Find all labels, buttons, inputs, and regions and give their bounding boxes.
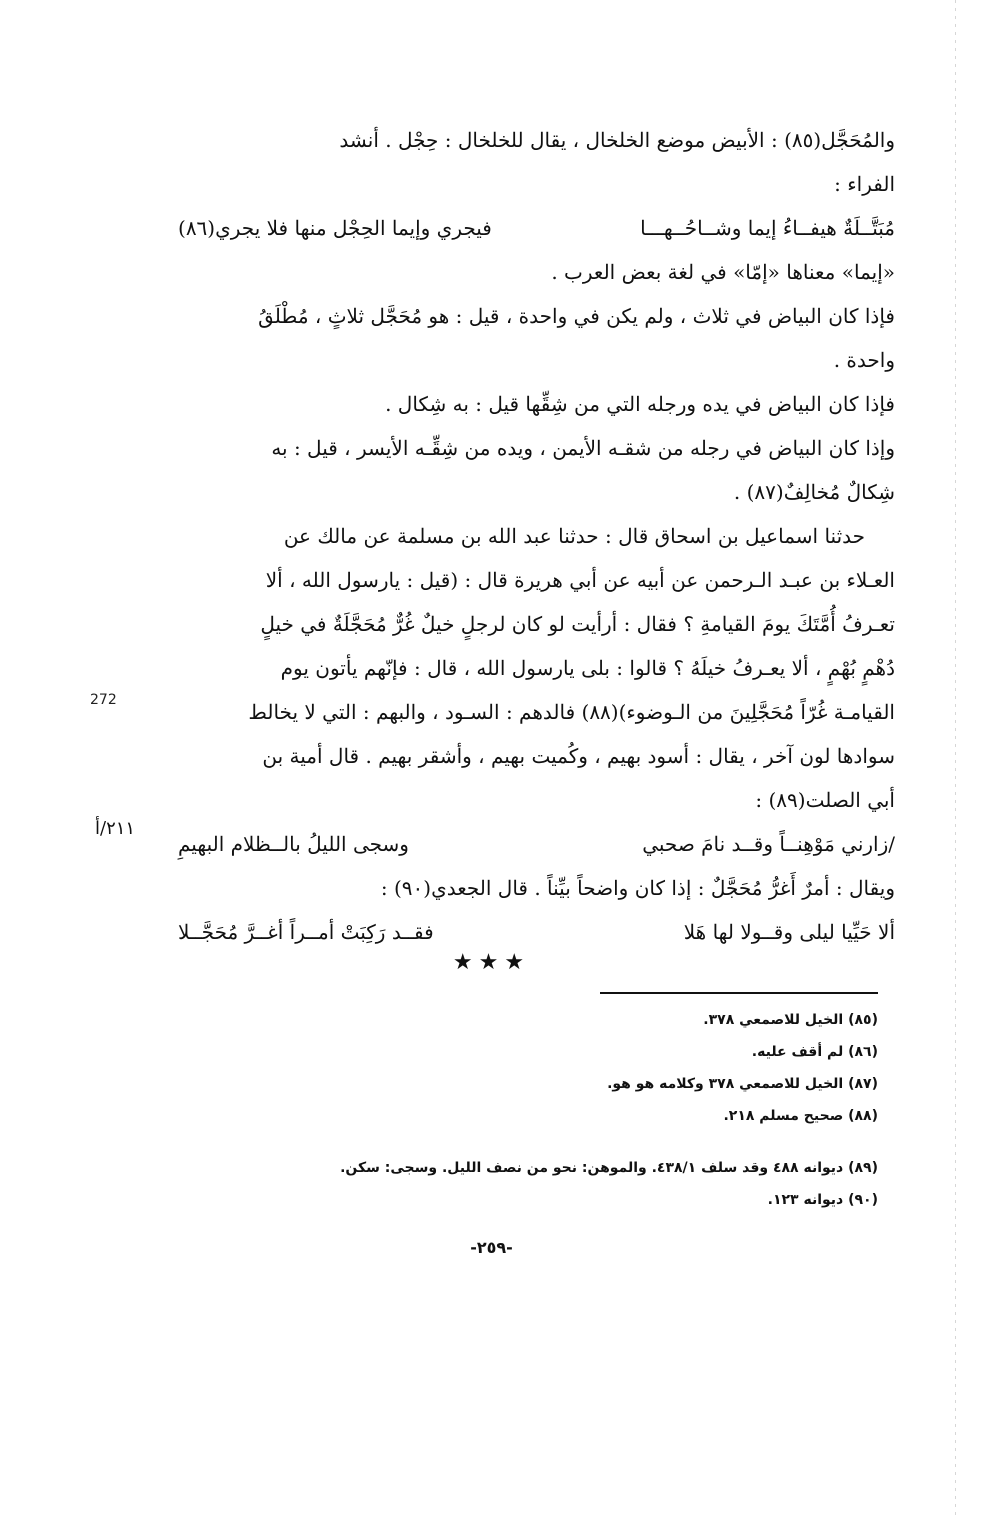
footnotes xyxy=(178,1004,878,1216)
verse-hemistich: وسجى الليلُ بالــظلام البهيمِ xyxy=(178,832,409,856)
verse-line xyxy=(178,822,895,866)
footnote-rule xyxy=(600,992,878,994)
paragraph-line: سوادها لون آخر ، يقال : أسود بهيم ، وكُميت بهيم ، وأشقر بهيم . قال أمية بن xyxy=(262,744,895,768)
folio-mark: ٢١١/أ xyxy=(95,818,136,839)
footnote: (٨٨) صحيح مسلم ٢١٨. xyxy=(723,1108,878,1124)
paragraph-line: أبي الصلت(٨٩) : xyxy=(755,788,895,812)
verse-hemistich: مُبَتَّــلَةٌ هيفــاءُ إيما وشــاحُــهـــا xyxy=(640,216,895,240)
verse-hemistich: ألا حَيِّيا ليلى وقــولا لها هَلا xyxy=(683,920,895,944)
text-line: شِكالٌ مُخالِفٌ(٨٧) . xyxy=(733,480,895,504)
text-line: واحدة . xyxy=(833,348,895,372)
footnote-gap xyxy=(178,1132,878,1152)
paragraph-line: حدثنا اسماعيل بن اسحاق قال : حدثنا عبد الله بن مسلمة عن مالك عن xyxy=(283,524,865,548)
verse-hemistich: فيجري وإيما الحِجْل منها فلا يجري(٨٦) xyxy=(178,216,492,240)
paragraph-line: تعـرفُ أُمَّتَكَ يومَ القيامةِ ؟ فقال : أرأيت لو كان لرجلٍ خيلٌ غُرٌّ مُحَجَّلَةٌ في خيلٍ xyxy=(260,612,895,636)
text-line: الفراء : xyxy=(834,172,895,196)
margin-page-number: 272 xyxy=(90,692,117,708)
text-line: فإذا كان البياض في يده ورجله التي من شِقِّها قيل : به شِكال . xyxy=(385,392,895,416)
section-separator-stars: ★★★ xyxy=(452,950,531,975)
scan-edge-line xyxy=(955,0,956,1517)
footnote: (٨٩) ديوانه ٤٨٨ وقد سلف ٤٣٨/١. والموهن: نحو من نصف الليل. وسجى: سكن. xyxy=(340,1160,878,1176)
footnote: (٨٦) لم أقف عليه. xyxy=(751,1044,878,1060)
paragraph-line: دُهْمٍ بُهْمٍ ، ألا يعـرفُ خيلَهُ ؟ قالوا : بلى يارسول الله ، قال : فإنّهم يأتون يوم xyxy=(280,656,895,680)
text-line: والمُحَجَّل(٨٥) : الأبيض موضع الخلخال ، يقال للخلخال : حِجْل . أنشد xyxy=(339,128,895,152)
footnote: (٨٥) الخيل للاصمعي ٣٧٨. xyxy=(703,1012,878,1028)
page-number: -٢٥٩- xyxy=(470,1238,513,1257)
main-text xyxy=(178,118,895,954)
verse-hemistich: فقــد رَكِبَتْ أمــراً أغــرَّ مُحَجَّــلا xyxy=(178,920,434,944)
paragraph-line: العـلاء بن عبـد الـرحمن عن أبيه عن أبي هريرة قال : (قيل : يارسول الله ، ألا xyxy=(265,568,895,592)
footnote: (٩٠) ديوانه ١٢٣. xyxy=(767,1192,878,1208)
paragraph-line: القيامـة غُرّاً مُحَجَّلِينَ من الـوضوء)(٨٨) فالدهم : السـود ، والبهم : التي لا يخالط xyxy=(248,700,895,724)
text-line: وإذا كان البياض في رجله من شقـه الأيمن ، ويده من شِقِّـه الأيسر ، قيل : به xyxy=(271,436,895,460)
verse-line xyxy=(178,910,895,954)
verse-hemistich: /زارني مَوْهِنــاً وقــد نامَ صحبي xyxy=(642,832,895,856)
text-line: فإذا كان البياض في ثلاث ، ولم يكن في واحدة ، قيل : هو مُحَجَّل ثلاثٍ ، مُطْلَقُ xyxy=(258,304,895,328)
text-line: «إيما» معناها «إمّا» في لغة بعض العرب . xyxy=(551,260,895,284)
footnote: (٨٧) الخيل للاصمعي ٣٧٨ وكلامه هو هو. xyxy=(607,1076,878,1092)
text-line: ويقال : أمرٌ أَغرُّ مُحَجَّلٌ : إذا كان واضحاً بيِّناً . قال الجعدي(٩٠) : xyxy=(380,876,895,900)
verse-line xyxy=(178,206,895,250)
